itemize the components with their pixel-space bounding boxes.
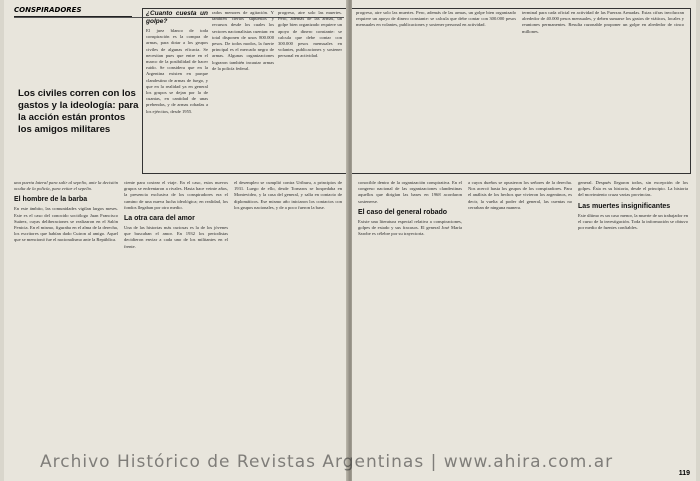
column-text: En este ámbito, las comunidades vigilan largos meses. Este es el caso del conocido sociólogo Juan Francisco Suárez, cuyas deliberaciones se realizaron en el Salón Fenicia. En el mismo, figuraba en el alma de la derecha, los escritores que habían dado Cuiron al amigo. Aquel que se mencionó fue el nacionalismo ante la República. bbox=[14, 206, 118, 243]
column-text: general. Después llegaron todos, sin excepción de los golpes. Ésta es su historia, desde el principio. La historia del movimiento cruza varias provincias. bbox=[578, 180, 688, 198]
box-column-3 bbox=[278, 10, 342, 170]
section-heading-muertes: Las muertes insignificantes bbox=[578, 202, 671, 210]
section-heading-amor: La otra cara del amor bbox=[124, 215, 195, 223]
box-text-3: progreso, aire solo las muertes. Pero, además de las armas, un golpe bien organizado requiere un apoyo de dinero constante: se calcula que debe contar con 300.000 pesos mensuales en volantes, publicaciones y sostener personal en actividad. bbox=[278, 10, 342, 59]
page-number: 119 bbox=[678, 470, 690, 477]
box-column-4 bbox=[522, 10, 684, 170]
archive-watermark: Archivo Histórico de Revistas Argentinas | www.ahira.com.ar bbox=[40, 452, 614, 472]
box-text-3b: progreso, aire solo las muertes. Pero, además de las armas, un golpe bien organizado requiere un apoyo de dinero constante: se calcula que debe contar con 300.000 pesos mensuales en volantes, publicaciones y sostener personal en actividad. bbox=[356, 10, 516, 28]
article-column-1 bbox=[14, 180, 118, 442]
column-text: ciente para costear el viaje. En el caso, estos nuevos grupos se enfrentaron a rivales. Hasta hace veinte años, la presencia exclusiva de los conspiradores era el camino de una nueva lucha ideológica; en realidad, los fondos llegaban por otro medio. bbox=[124, 180, 228, 210]
column-text: Existe una literatura especial relativa a conspiraciones, golpes de estado y sus fracasos. El general José María Sarobe es célebre por su trayectoria. bbox=[358, 218, 462, 237]
article-column-5 bbox=[468, 180, 572, 442]
column-text: a cuyos dueños se opusieron los señores de la derecha. Nos acercó hasta los grupos de los conspiradores. Para el análisis de los hechos que vivieron los argentinos, es decir, la vuelta al poder del general, las cuentas no cerraban de ninguna manera. bbox=[468, 180, 572, 210]
box-column-2 bbox=[212, 10, 274, 170]
headline: Los civiles corren con los gastos y la ideología: para la acción están prontos los amigos militares bbox=[18, 88, 139, 135]
box-column-1 bbox=[146, 10, 208, 170]
section-header: CONSPIRADORES bbox=[14, 4, 132, 17]
article-column-4 bbox=[358, 180, 462, 442]
column-text: Este último es un caso menor, la muerte de un trabajador en el curso de la investigación. Toda la información se obtuvo por medio de fuentes confiables. bbox=[578, 212, 688, 231]
column-text: el desempleo se cumplió contra Uriburu, a principios de 1931. Luego de ello, desde Tornaros se hospedaba en Montevideo, y la casa del general, y salía en contacto de diplomáticos. Ese mismo año iniciaron los contactos con los grupos nacionales, y de a poco fueron la base. bbox=[234, 180, 342, 210]
right-page bbox=[352, 0, 696, 481]
column-text: Una de las historias más curiosas es la de los jóvenes que buscaban el amor. En 1932 los periodistas decidieron enviar a cada uno de los militantes en el frente. bbox=[124, 225, 228, 249]
box-text-2: rados menores de agitación. Y también ciertos supuestos y recursos desde los cuales los sectores nacionalistas cuentan: en total disponen de unos 800.000 pesos. De todos modos, la fuerte principal es el mercado negro de armas. Algunas organizaciones lograron también incautar armas de la policía federal. bbox=[212, 10, 274, 71]
article-column-2 bbox=[124, 180, 228, 442]
section-heading-general: El caso del general robado bbox=[358, 208, 448, 216]
box-title: ¿Cuanto cuesta un golpe? bbox=[146, 10, 208, 25]
section-heading-barba: El hombre de la barba bbox=[14, 196, 88, 204]
left-page bbox=[4, 0, 348, 481]
column-text: conocible dentro de la organización conspirativa. En el congreso nacional de las organizaciones clandestinas aquellos que dirigían las bases en 1968 acordaron sostenerse. bbox=[358, 180, 462, 204]
intro-text: una puerta lateral para salir al sepelio, ante la decisión oculta de la policía, para evitar el sepelio. bbox=[14, 180, 118, 192]
article-column-3 bbox=[234, 180, 342, 442]
box-text-4: terminal para cada oficial en actividad de las Fuerzas Armadas. Estas cifras involucran alrededor de 40.000 pesos mensuales, y deben sumarse los gastos de viáticos, locales y reuniones permanentes. Resulta razonable proponer un golpe en alrededor de cinco millones. bbox=[522, 10, 684, 34]
box-column-4a bbox=[356, 10, 516, 170]
article-column-6 bbox=[578, 180, 688, 442]
box-text-1: El juez blanco de toda conspiración es la compra de armas, para dotar a los grupos civiles de algunas eficacia. Se necesitan pues que entre en el marco de la posibilidad de hacer ruido. Se considera que en la Argentina existen en parque clandestino de armas de fuego, y que en la realidad ya en general los grupos se dejan por la de cuantas, en cantidad de unas prebendas, y de armas robadas a los ejércitos, desde 1955. bbox=[146, 28, 208, 114]
